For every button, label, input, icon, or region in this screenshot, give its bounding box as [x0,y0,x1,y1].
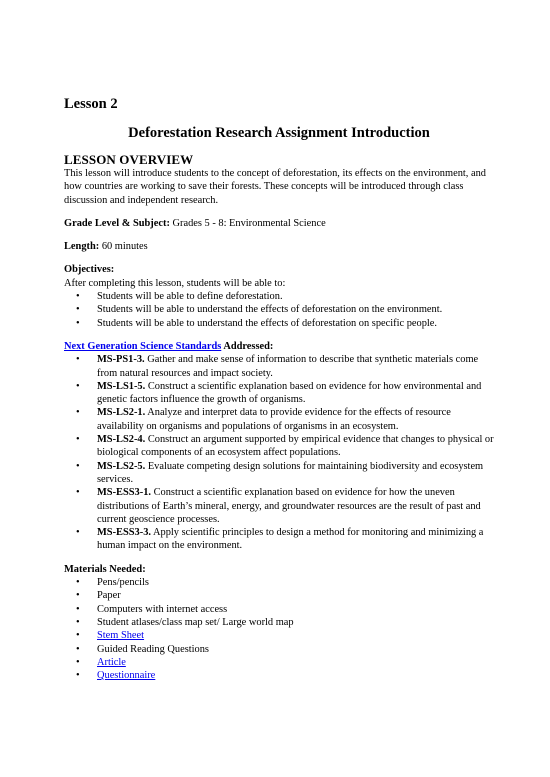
stem-sheet-link[interactable]: Stem Sheet [97,630,145,642]
standard-text: Construct a scientific explanation based on evidence for how the uneven distributions of Earth’s mineral, energy, and groundwater resources are the result of past and current geoscience processes. [97,487,481,525]
standard-code: MS-LS2-1. [97,407,146,419]
standard-text: Analyze and interpret data to provide evidence for the effects of resource availability on organisms and populations of organisms in an ecosystem. [97,407,451,432]
list-item: • Students will be able to understand the effects of deforestation on specific people. [64,317,494,330]
standard-code: MS-ESS3-3. [97,527,151,539]
standard-text: Construct a scientific explanation based on evidence for how environmental and genetic factors influence the growth of organisms. [97,380,482,406]
length-value: 60 minutes [99,241,148,253]
standard-code: MS-LS1-5. [97,380,146,392]
list-item [64,380,494,407]
list-item [64,353,494,380]
questionnaire-link[interactable]: Questionnaire [97,670,156,682]
standards-list [64,353,494,552]
standard-code: MS-PS1-3. [97,354,145,366]
material-pens: • Pens/pencils [64,576,494,589]
standard-code: MS-LS2-5. [97,460,146,472]
ngss-link[interactable]: Next Generation Science Standards [64,340,222,352]
standards-heading [64,340,494,353]
page-title: Deforestation Research Assignment Introduction [128,125,430,141]
materials-list [64,576,494,682]
material-atlases: • Student atlases/class map set/ Large world map [64,616,494,629]
material-paper: • Paper [64,589,494,602]
standard-text: Apply scientific principles to design a method for monitoring and minimizing a human impact on the environment. [97,527,484,552]
objectives-intro: After completing this lesson, students will be able to: [64,277,286,289]
list-item: • Students will be able to understand the effects of deforestation on the environment. [64,303,494,316]
standard-code: MS-ESS3-1. [97,487,151,499]
length-label: Length: [64,241,100,253]
material-questionnaire[interactable] [64,669,494,682]
grade-value: Grades 5 - 8: Environmental Science [169,217,326,229]
list-item: • Students will be able to define deforestation. [64,290,494,303]
list-item [64,433,494,460]
standards-heading-rest: Addressed: [221,340,274,352]
lesson-number: Lesson 2 [64,96,118,112]
list-item [64,460,494,487]
materials-heading: Materials Needed: [64,563,146,575]
standard-code: MS-LS2-4. [97,434,146,446]
grade-level [64,217,494,230]
grade-label: Grade Level & Subject: [64,217,170,229]
material-article[interactable] [64,656,494,669]
lesson-length [64,240,494,253]
material-computers: • Computers with internet access [64,603,494,616]
list-item [64,486,494,526]
objectives-heading: Objectives: [64,264,115,276]
objectives-list [64,290,494,330]
list-item [64,526,494,553]
document-page [64,96,494,682]
standard-text: Gather and make sense of information to describe that synthetic materials come from natural resources and impact society. [97,354,479,379]
material-stem-sheet[interactable] [64,629,494,642]
material-reading-questions: • Guided Reading Questions [64,643,494,656]
overview-text: This lesson will introduce students to the concept of deforestation, its effects on the environment, and how countries are working to save their forests. These concepts will be introduced through class discussion and independent research. [64,168,486,206]
article-link[interactable]: Article [97,656,126,668]
overview-heading: LESSON OVERVIEW [64,152,194,167]
standard-text: Construct an argument supported by empirical evidence that changes to physical or biological components of an ecosystem affect populations. [97,434,494,459]
list-item [64,406,494,433]
standard-text: Evaluate competing design solutions for maintaining biodiversity and ecosystem services. [97,460,484,485]
